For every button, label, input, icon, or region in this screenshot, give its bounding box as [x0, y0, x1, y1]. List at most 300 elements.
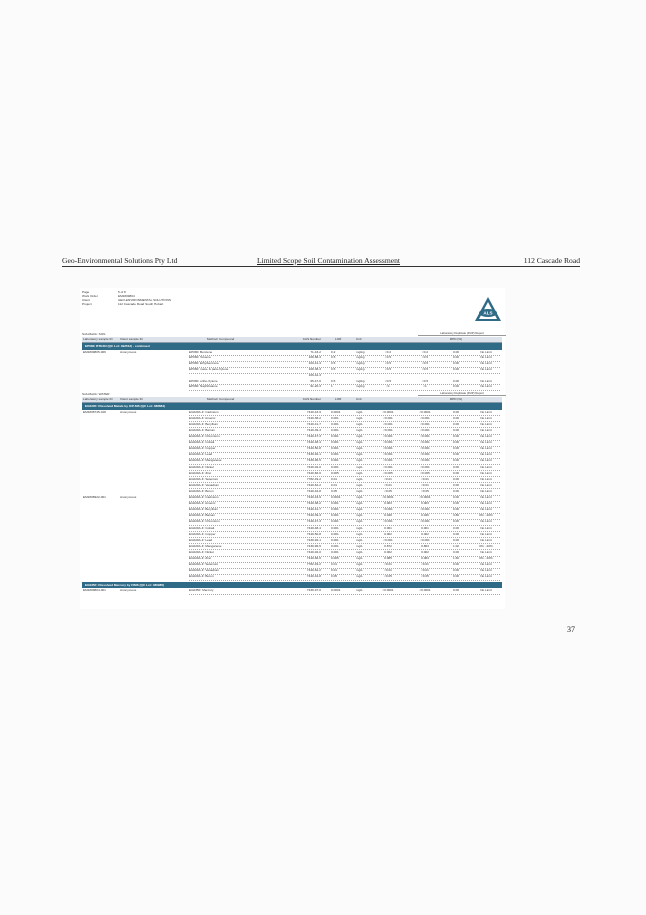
duplicate-result-cell: 0.863 — [421, 543, 429, 548]
rpd-cell: 0.00 — [452, 568, 460, 573]
original-result-cell: 0.048 — [384, 513, 392, 518]
cas-cell: 7440-50-8 — [306, 446, 321, 451]
method-cell: EG020A-F: Cadmium — [189, 495, 219, 499]
scanned-qc-report — [80, 288, 505, 609]
col-lab-sample: Laboratory sample ID — [83, 337, 113, 341]
lor-cell: 0.001 — [331, 427, 339, 432]
duplicate-result-cell: <0.01 — [421, 482, 429, 487]
rpd-cell: 0.00 — [452, 482, 460, 487]
original-result-cell: <0.5 — [384, 378, 392, 383]
lor-cell: 0.001 — [331, 415, 339, 420]
rpd-cell: 1.02 — [452, 543, 460, 548]
col-lor: LOR — [335, 337, 342, 341]
recovery-limit-cell: No Limit — [480, 452, 492, 457]
unit-cell: mg/kg — [356, 366, 365, 371]
duplicate-result-cell: <0.01 — [421, 476, 429, 481]
cas-cell: 7440-62-2 — [306, 568, 321, 573]
report-title: Limited Scope Soil Contamination Assessment — [257, 256, 401, 265]
rpd-cell: 0.00 — [452, 464, 460, 469]
col-unit: Unit — [356, 337, 362, 341]
recovery-limit-cell: No Limit — [480, 458, 492, 463]
cas-cell: 7440-02-0 — [306, 464, 321, 469]
cas-cell: 7440-38-2 — [306, 501, 321, 506]
method-cell: EG020A-F: Arsenic — [189, 415, 216, 420]
original-result-cell: <0.001 — [383, 434, 393, 438]
original-result-cell: <0.01 — [384, 568, 392, 573]
rpd-cell: 0.00 — [452, 384, 460, 389]
duplicate-result-cell: <0.001 — [420, 519, 430, 524]
unit-cell: mg/kg — [356, 355, 365, 360]
recovery-limit-cell: No Limit — [480, 531, 492, 536]
lor-cell: 0.5 — [331, 378, 336, 383]
rpd-cell: 0.00 — [452, 366, 460, 371]
lor-cell: 0.5 — [331, 355, 336, 360]
unit-cell: mg/L — [356, 556, 363, 560]
duplicate-result-cell: <0.001 — [420, 537, 430, 542]
recovery-limit-cell: No Limit — [480, 574, 492, 579]
lab-sample-id: EM1809804-001 — [83, 588, 106, 593]
cas-cell: 7440-38-2 — [306, 415, 321, 420]
method-cell: EG020A-F: Cobalt — [189, 440, 215, 445]
original-result-cell: <1 — [386, 384, 390, 389]
rpd-cell: 0.00 — [452, 531, 460, 536]
method-cell: EG020A-F: Arsenic — [189, 501, 216, 506]
method-cell: EG020A-F: Zinc — [189, 556, 212, 560]
cas-cell: 71-43-2 — [310, 349, 321, 354]
unit-cell: mg/L — [356, 482, 363, 487]
cas-cell: 7439-97-6 — [306, 588, 321, 593]
rpd-cell: 0.00 — [452, 549, 460, 554]
recovery-limit-cell: No Limit — [480, 366, 492, 371]
cas-cell: 7440-48-4 — [306, 525, 321, 530]
lab-sample-id: EM1808922-001 — [83, 495, 106, 499]
lor-cell: 1 — [331, 384, 333, 389]
original-result-cell: <0.001 — [383, 446, 393, 451]
lor-cell: 0.0001 — [331, 588, 341, 593]
client-sample-id: Anonymous — [120, 588, 137, 593]
rpd-cell: 0.00 — [452, 378, 460, 383]
cas-cell: 100-41-4 — [308, 361, 321, 366]
lor-cell: 0.0001 — [331, 409, 341, 414]
recovery-limit-cell: No Limit — [480, 568, 492, 573]
original-result-cell: <0.01 — [384, 482, 392, 487]
lor-cell: 0.01 — [331, 568, 338, 573]
unit-cell: mg/L — [356, 588, 363, 593]
lor-cell: 0.001 — [331, 464, 339, 469]
method-cell: EG020A-F: Vanadium — [189, 568, 220, 573]
unit-cell: mg/L — [356, 525, 363, 530]
client-sample-id: Anonymous — [120, 349, 137, 354]
rpd-cell: 0.00 — [452, 361, 460, 366]
row-rule — [189, 373, 500, 374]
cas-cell: 7440-02-0 — [306, 549, 321, 554]
original-result-cell: <0.5 — [384, 366, 392, 371]
lor-cell: 0.001 — [331, 440, 339, 445]
client-sample-id: Anonymous — [120, 409, 137, 414]
recovery-limit-cell: No Limit — [480, 537, 492, 542]
original-result-cell: 0.001 — [384, 525, 392, 530]
cas-cell: 106-42-3 — [308, 372, 321, 377]
rpd-cell: 0.00 — [452, 495, 460, 499]
original-result-cell: <0.001 — [383, 507, 393, 512]
cas-cell: 7782-49-2 — [306, 476, 321, 481]
unit-cell: mg/L — [356, 446, 363, 451]
duplicate-result-cell: <0.001 — [420, 464, 430, 469]
rpd-cell: 1.60 — [452, 556, 460, 560]
method-cell: EP080: Naphthalene — [189, 384, 218, 389]
cas-cell: 7440-42-8 — [306, 488, 321, 493]
row-rule — [189, 580, 500, 581]
recovery-limit-cell: 0% - 20% — [479, 543, 493, 548]
meta-key: Project — [82, 302, 92, 306]
method-cell: EG020A-F: Lead — [189, 452, 213, 457]
cas-cell: 7440-47-3 — [306, 519, 321, 524]
unit-cell: mg/L — [356, 574, 363, 579]
method-cell: EG020A-F: Selenium — [189, 562, 219, 567]
rpd-cell: 0.00 — [452, 501, 460, 506]
original-result-cell: 0.002 — [384, 549, 392, 554]
method-cell: EG020A-F: Barium — [189, 513, 216, 518]
rpd-cell: 0.00 — [452, 458, 460, 463]
original-result-cell: <0.0001 — [382, 588, 394, 593]
recovery-limit-cell: No Limit — [480, 488, 492, 493]
unit-cell: mg/L — [356, 421, 363, 426]
unit-cell: mg/L — [356, 549, 363, 554]
rpd-cell: 0.00 — [452, 452, 460, 457]
cas-cell: 7440-48-4 — [306, 440, 321, 445]
cas-cell: 7440-66-6 — [306, 556, 321, 560]
original-result-cell: <0.05 — [384, 574, 392, 579]
cas-cell: 7440-47-3 — [306, 434, 321, 438]
unit-cell: mg/L — [356, 495, 363, 499]
recovery-limit-cell: No Limit — [480, 519, 492, 524]
original-result-cell: <0.5 — [384, 361, 392, 366]
recovery-limit-cell: No Limit — [480, 482, 492, 487]
recovery-limit-cell: No Limit — [480, 349, 492, 354]
recovery-limit-cell: No Limit — [480, 434, 492, 438]
method-cell: EG020A-F: Nickel — [189, 549, 214, 554]
method-cell: EG020A-F: Cadmium — [189, 409, 219, 414]
duplicate-result-cell: <0.5 — [421, 355, 429, 360]
unit-cell: mg/L — [356, 543, 363, 548]
meta-key: Work Order — [82, 294, 98, 298]
duplicate-result-cell: <0.001 — [420, 452, 430, 457]
original-result-cell: <0.001 — [383, 440, 393, 445]
original-result-cell: <0.001 — [383, 427, 393, 432]
recovery-limit-cell: No Limit — [480, 495, 492, 499]
col-lab-sample: Laboratory sample ID — [83, 397, 113, 402]
duplicate-result-cell: 0.046 — [421, 513, 429, 518]
original-result-cell: <0.01 — [384, 476, 392, 481]
lor-cell: 0.001 — [331, 434, 339, 438]
cas-cell: 7440-43-9 — [306, 495, 321, 499]
unit-cell: mg/L — [356, 531, 363, 536]
cas-cell: 7440-50-8 — [306, 531, 321, 536]
meta-key: Client — [82, 298, 90, 302]
col-rpd: RPD (%) — [449, 397, 463, 402]
lor-cell: 0.001 — [331, 549, 339, 554]
site-address: 112 Cascade Road — [523, 256, 580, 265]
lor-cell: 0.001 — [331, 458, 339, 463]
unit-cell: mg/L — [356, 458, 363, 463]
lor-cell: 0.05 — [331, 488, 338, 493]
method-cell: EG020A-F: Copper — [189, 531, 216, 536]
recovery-limit-cell: No Limit — [480, 470, 492, 475]
duplicate-result-cell: 0.002 — [421, 531, 429, 536]
duplicate-result-cell: <0.001 — [420, 415, 430, 420]
duplicate-result-cell: 0.002 — [421, 549, 429, 554]
client-sample-id: Anonymous — [120, 495, 137, 499]
lor-cell: 0.001 — [331, 446, 339, 451]
duplicate-result-cell: <0.001 — [420, 458, 430, 463]
method-cell: EG020A-F: Vanadium — [189, 482, 220, 487]
lor-cell: 0.05 — [331, 574, 338, 579]
method-cell: EG020A-F: Boron — [189, 574, 214, 579]
duplicate-result-cell: <0.001 — [420, 421, 430, 426]
report-meta — [82, 291, 318, 307]
method-cell: EG020A-F: Manganese — [189, 543, 222, 548]
rpd-cell: 0.00 — [452, 415, 460, 420]
recovery-limit-cell: No Limit — [480, 440, 492, 445]
original-result-cell: 0.002 — [384, 531, 392, 536]
unit-cell: mg/L — [356, 476, 363, 481]
recovery-limit-cell: No Limit — [480, 421, 492, 426]
unit-cell: mg/L — [356, 513, 363, 518]
recovery-limit-cell: No Limit — [480, 549, 492, 554]
duplicate-result-cell: <0.01 — [421, 568, 429, 573]
duplicate-result-cell: <0.0001 — [419, 495, 431, 499]
duplicate-result-cell: <0.05 — [421, 574, 429, 579]
unit-cell: mg/L — [356, 415, 363, 420]
rpd-cell: 0.00 — [452, 525, 460, 530]
unit-cell: mg/L — [356, 470, 363, 475]
rpd-cell: 0.00 — [452, 519, 460, 524]
rpd-cell: 0.00 — [452, 355, 460, 360]
lor-cell: 0.001 — [331, 531, 339, 536]
original-result-cell: <0.001 — [383, 452, 393, 457]
rpd-cell: 0.00 — [452, 574, 460, 579]
recovery-limit-cell: No Limit — [480, 355, 492, 360]
als-logo-icon — [474, 296, 502, 322]
method-cell: EG020A-F: Barium — [189, 427, 216, 432]
cas-cell: 7439-92-1 — [306, 452, 321, 457]
duplicate-result-cell: <0.5 — [421, 361, 429, 366]
method-cell: EG020A-F: Manganese — [189, 458, 222, 463]
duplicate-result-cell: <0.05 — [421, 488, 429, 493]
col-client-sample: Client sample ID — [120, 337, 143, 341]
method-cell: EG020A-F: Chromium — [189, 434, 220, 438]
cas-cell: 7439-96-5 — [306, 458, 321, 463]
meta-key: Page — [82, 290, 90, 294]
duplicate-result-cell: <0.001 — [420, 434, 430, 438]
row-rule — [189, 594, 500, 595]
lor-cell: 0.5 — [331, 366, 336, 371]
unit-cell: mg/L — [356, 537, 363, 542]
method-cell: EG020A-F: Nickel — [189, 464, 214, 469]
unit-cell: mg/L — [356, 427, 363, 432]
duplicate-result-cell: <0.01 — [421, 562, 429, 567]
original-result-cell: 0.085 — [384, 556, 392, 560]
unit-cell: mg/L — [356, 434, 363, 438]
cas-cell: 108-38-3 — [308, 366, 321, 371]
dup-report-heading: Laboratory Duplicate (DUP) Report — [418, 392, 506, 396]
original-result-cell: <0.001 — [383, 458, 393, 463]
col-cas: CAS Number — [302, 397, 321, 402]
original-result-cell: <0.5 — [384, 355, 392, 360]
original-result-cell: <0.01 — [384, 562, 392, 567]
original-result-cell: <0.001 — [383, 519, 393, 524]
lor-cell: 0.001 — [331, 513, 339, 518]
cas-cell: 7440-66-6 — [306, 470, 321, 475]
method-cell: EP080: Benzene — [189, 349, 213, 354]
method-cell: EG020A-F: Beryllium — [189, 421, 219, 426]
cas-cell: 7439-92-1 — [306, 537, 321, 542]
method-cell: EG020A-F: Beryllium — [189, 507, 219, 512]
cas-cell: 7440-41-7 — [306, 421, 321, 426]
recovery-limit-cell: No Limit — [480, 562, 492, 567]
rpd-cell: 0.00 — [452, 421, 460, 426]
recovery-limit-cell: No Limit — [480, 507, 492, 512]
cas-cell: 91-20-3 — [310, 384, 321, 389]
col-unit: Unit — [356, 397, 362, 402]
original-result-cell: <0.001 — [383, 415, 393, 420]
lab-sample-id: EM1808745-018 — [83, 409, 106, 414]
recovery-limit-cell: No Limit — [480, 427, 492, 432]
cas-cell: 108-88-3 — [308, 355, 321, 360]
unit-cell: mg/L — [356, 409, 363, 414]
method-cell: EG020A-F: Lead — [189, 537, 213, 542]
unit-cell: mg/L — [356, 488, 363, 493]
lor-cell: 0.001 — [331, 525, 339, 530]
original-result-cell: <0.2 — [384, 349, 392, 354]
method-cell: EG020A-F: Cobalt — [189, 525, 215, 530]
lor-cell: 0.001 — [331, 452, 339, 457]
page-number: 37 — [567, 625, 575, 634]
col-rpd: RPD (%) — [449, 337, 463, 341]
duplicate-result-cell: <1 — [423, 384, 427, 389]
duplicate-result-cell: 0.084 — [421, 556, 429, 560]
rpd-cell: 0.00 — [452, 427, 460, 432]
duplicate-result-cell: <0.001 — [420, 440, 430, 445]
recovery-limit-cell: No Limit — [480, 476, 492, 481]
rpd-cell: 0.00 — [452, 488, 460, 493]
cas-cell: 7782-49-2 — [306, 562, 321, 567]
method-cell: EG020A-F: Boron — [189, 488, 214, 493]
lor-cell: 0.001 — [331, 507, 339, 512]
unit-cell: mg/kg — [356, 361, 365, 366]
original-result-cell: 0.003 — [384, 501, 392, 506]
lor-cell: 0.005 — [331, 556, 339, 560]
meta-value: 5 of 8 — [118, 290, 126, 294]
lor-cell: 0.01 — [331, 562, 338, 567]
recovery-limit-cell: No Limit — [480, 525, 492, 530]
cas-cell: 95-47-6 — [310, 378, 321, 383]
col-lor: LOR — [335, 397, 342, 402]
col-cas: CAS Number — [302, 337, 321, 341]
water-qc-band: EG020F: Dissolved Metals by ICP-MS (QC Lot: 488884) — [82, 403, 502, 410]
unit-cell: mg/L — [356, 464, 363, 469]
original-result-cell: <0.001 — [383, 421, 393, 426]
lor-cell: 0.001 — [331, 421, 339, 426]
duplicate-result-cell: <0.5 — [421, 366, 429, 371]
col-client-sample: Client sample ID — [120, 397, 143, 402]
recovery-limit-cell: 0% - 20% — [479, 513, 493, 518]
cas-cell: 7440-41-7 — [306, 507, 321, 512]
rpd-cell: 0.00 — [452, 476, 460, 481]
recovery-limit-cell: No Limit — [480, 464, 492, 469]
lor-cell: 0.5 — [331, 361, 336, 366]
unit-cell: mg/L — [356, 501, 363, 506]
submatrix-water: Sub-Matrix: WATER — [82, 392, 110, 397]
unit-cell: mg/kg — [356, 378, 365, 383]
cas-cell: 7440-42-8 — [306, 574, 321, 579]
original-result-cell: <0.0001 — [382, 409, 394, 414]
unit-cell: mg/L — [356, 440, 363, 445]
method-cell: EP080: Toluene — [189, 355, 211, 360]
duplicate-result-cell: <0.0001 — [419, 588, 431, 593]
unit-cell: mg/L — [356, 507, 363, 512]
recovery-limit-cell: 0% - 20% — [479, 556, 493, 560]
rpd-cell: 0.00 — [452, 588, 460, 593]
recovery-limit-cell: No Limit — [480, 384, 492, 389]
duplicate-result-cell: <0.001 — [420, 507, 430, 512]
report-header — [62, 256, 580, 267]
unit-cell: mg/L — [356, 568, 363, 573]
rpd-cell: 0.00 — [452, 562, 460, 567]
duplicate-result-cell: <0.0001 — [419, 409, 431, 414]
mercury-qc-band: EG035F: Dissolved Mercury by FIMS (QC Lot: 480985) — [82, 582, 502, 589]
soil-qc-band: EP080: BTEXN (QC Lot: 492512) - continued — [82, 343, 502, 350]
method-cell: EP080: Ethylbenzene — [189, 361, 219, 366]
dup-report-heading: Laboratory Duplicate (DUP) Report — [418, 332, 506, 336]
duplicate-result-cell: <0.001 — [420, 427, 430, 432]
duplicate-result-cell: 0.003 — [421, 501, 429, 506]
meta-value: GEO-ENVIRONMENTAL SOLUTIONS — [118, 298, 171, 302]
duplicate-result-cell: <0.005 — [420, 470, 430, 475]
rpd-cell: 0.00 — [452, 537, 460, 542]
lor-cell: 0.001 — [331, 519, 339, 524]
submatrix-soil: Sub-Matrix: SOIL — [82, 332, 106, 336]
recovery-limit-cell: No Limit — [480, 361, 492, 366]
recovery-limit-cell: No Limit — [480, 415, 492, 420]
company-name: Geo-Environmental Solutions Pty Ltd — [62, 256, 178, 265]
unit-cell: mg/kg — [356, 384, 365, 389]
method-cell: EG020A-F: Selenium — [189, 476, 219, 481]
duplicate-result-cell: <0.2 — [421, 349, 429, 354]
original-result-cell: <0.05 — [384, 488, 392, 493]
lor-cell: 0.01 — [331, 476, 338, 481]
original-result-cell: <0.001 — [383, 537, 393, 542]
method-cell: EG020A-F: Zinc — [189, 470, 212, 475]
original-result-cell: <0.0001 — [382, 495, 394, 499]
original-result-cell: <0.001 — [383, 464, 393, 469]
lor-cell: 0.001 — [331, 543, 339, 548]
cas-cell: 7440-39-3 — [306, 427, 321, 432]
original-result-cell: 0.872 — [384, 543, 392, 548]
recovery-limit-cell: No Limit — [480, 409, 492, 414]
rpd-cell: 0.00 — [452, 470, 460, 475]
rpd-cell: 0.00 — [452, 409, 460, 414]
recovery-limit-cell: No Limit — [480, 446, 492, 451]
rpd-cell: 0.00 — [452, 349, 460, 354]
unit-cell: mg/kg — [356, 349, 365, 354]
unit-cell: mg/L — [356, 562, 363, 567]
method-cell: EP080: meta- & para-Xylene — [189, 366, 229, 371]
rpd-cell: 3.80 — [452, 513, 460, 518]
lor-cell: 0.001 — [331, 537, 339, 542]
meta-value: 112 Cascade Road South Hobart — [118, 302, 164, 306]
duplicate-result-cell: <0.5 — [421, 378, 429, 383]
